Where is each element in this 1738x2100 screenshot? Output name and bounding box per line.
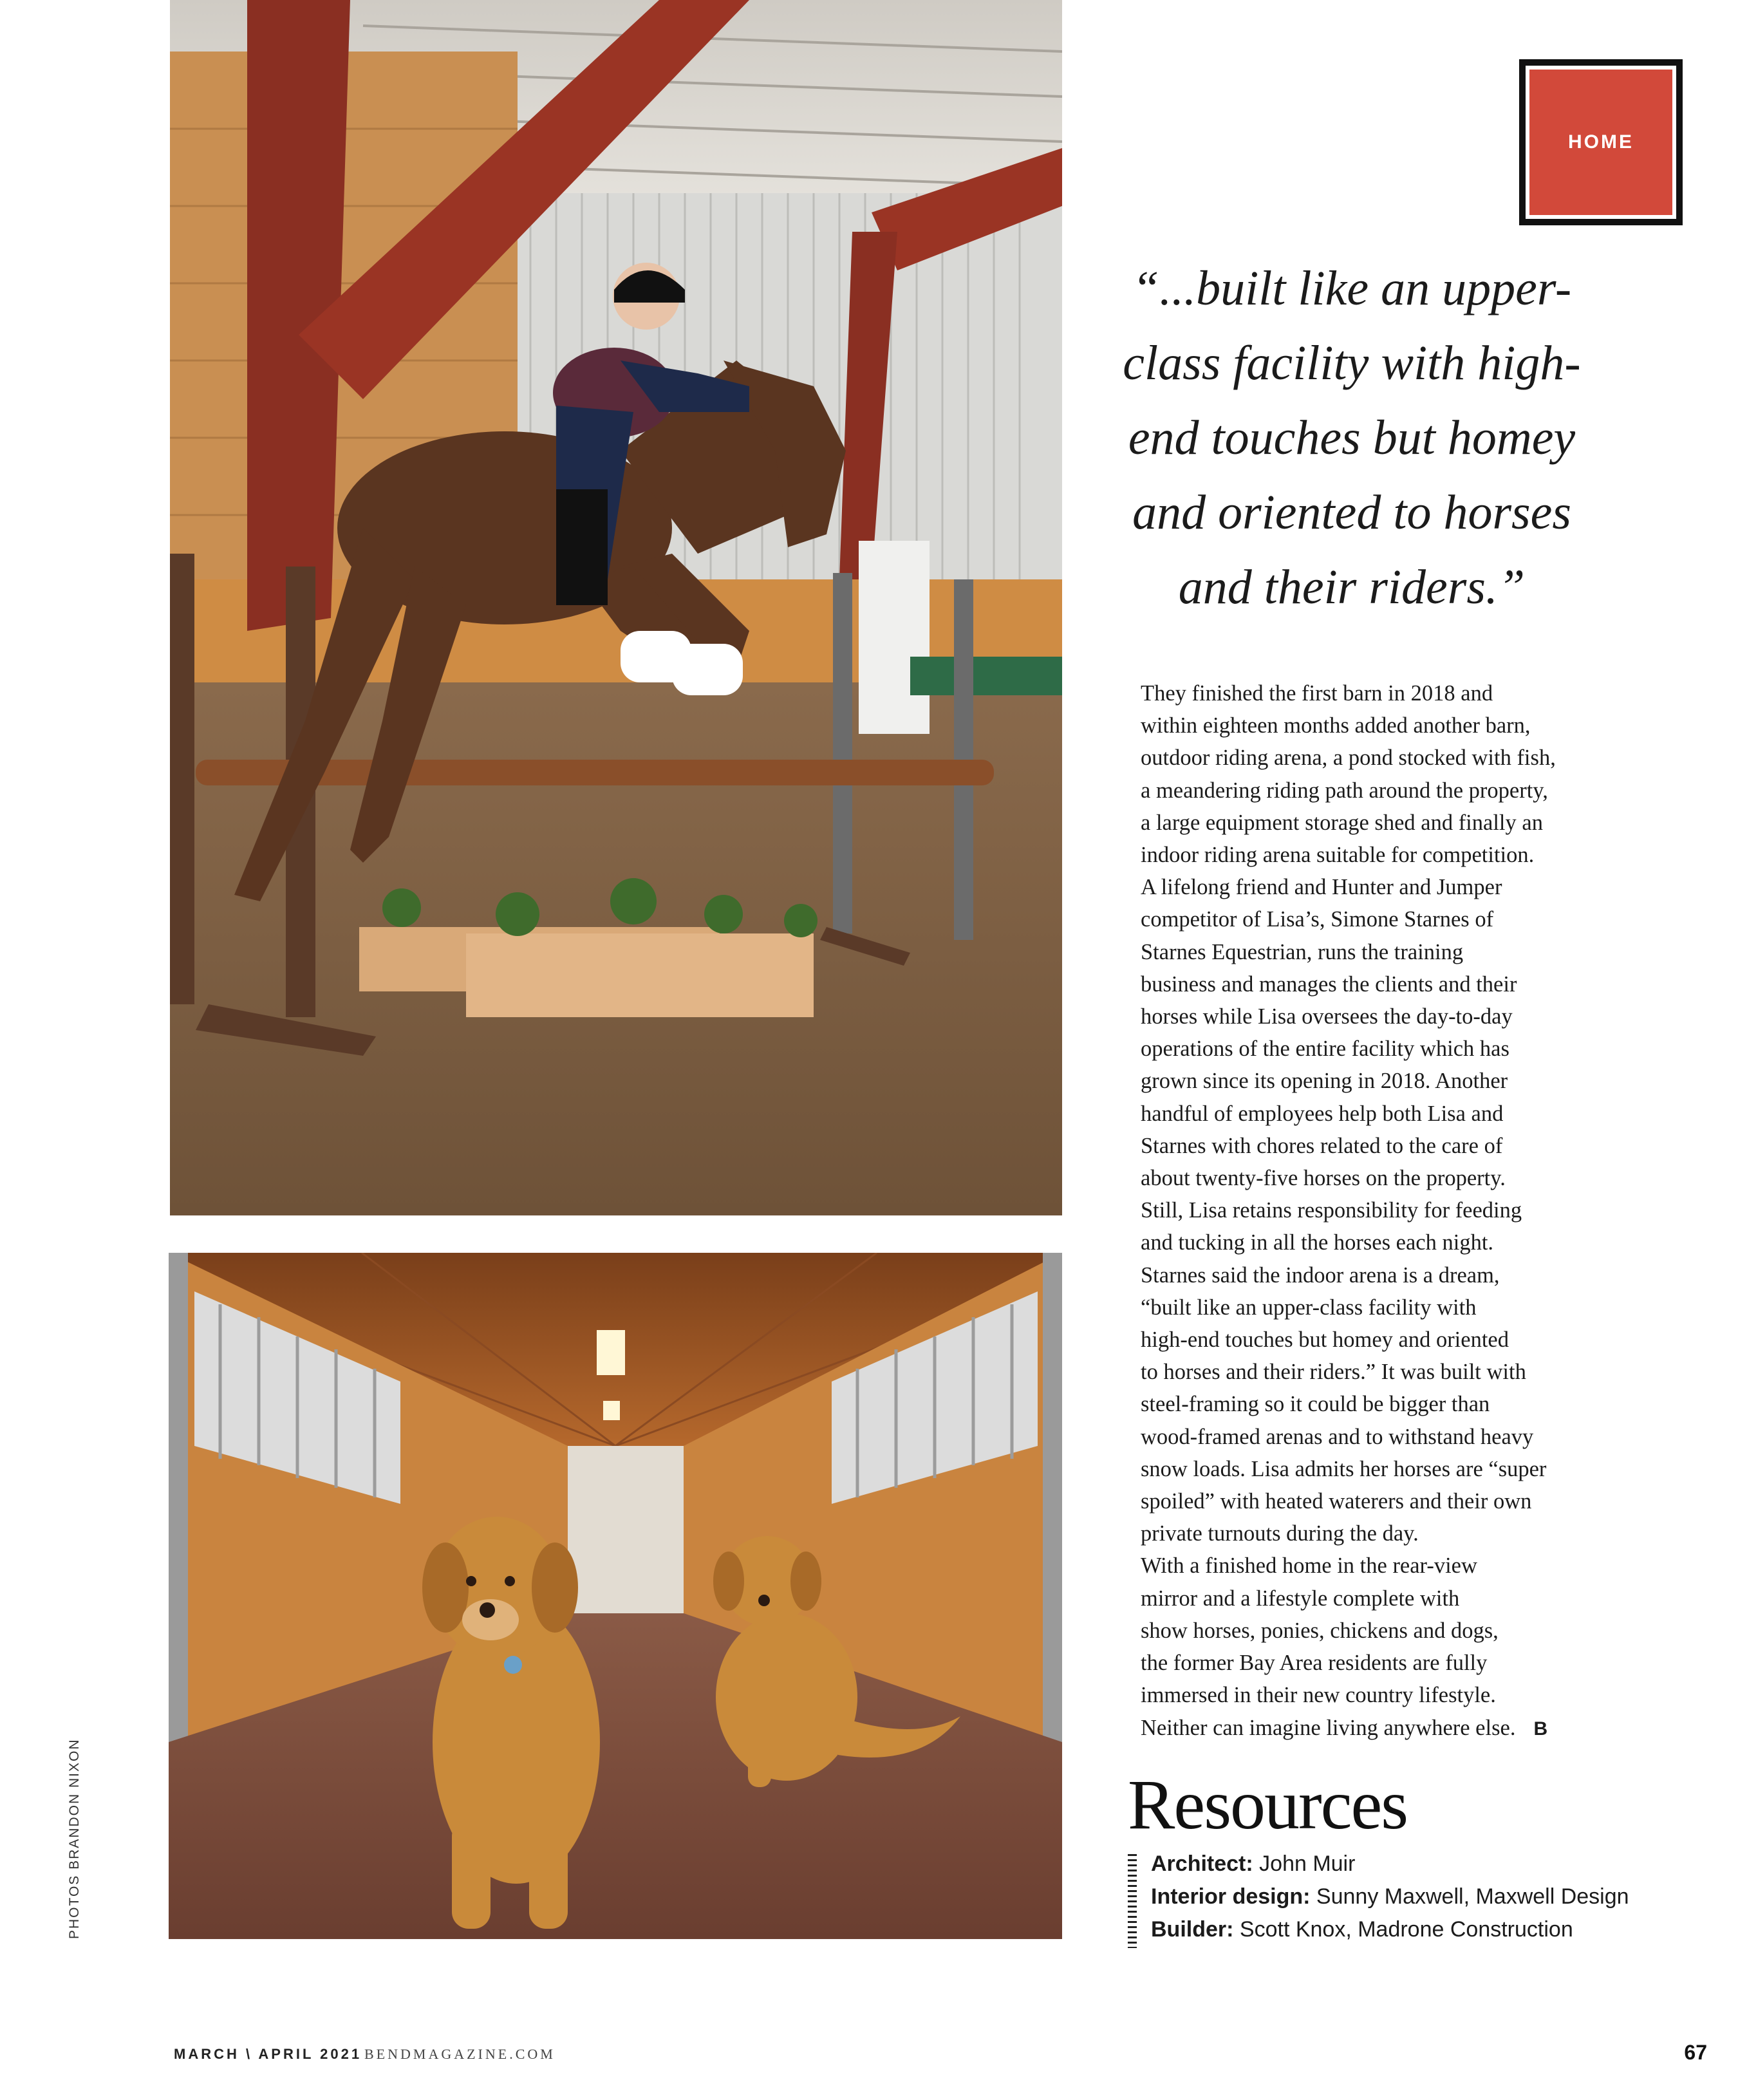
- barn-dogs-photo: [169, 1253, 1062, 1939]
- body-line: competitor of Lisa’s, Simone Starnes of: [1141, 907, 1494, 932]
- article-body: [1128, 677, 1591, 1745]
- body-line: A lifelong friend and Hunter and Jumper: [1141, 875, 1502, 900]
- resource-value: Scott Knox, Madrone Construction: [1239, 1917, 1573, 1942]
- section-tab-home[interactable]: [1519, 59, 1683, 225]
- resources-list: [1128, 1848, 1656, 1946]
- body-line: to horses and their riders.” It was built with: [1141, 1360, 1526, 1385]
- footer-issue-date: MARCH \ APRIL 2021: [174, 2046, 362, 2062]
- body-line: immersed in their new country lifestyle.: [1141, 1683, 1496, 1708]
- body-paragraph-4: [1128, 1550, 1591, 1745]
- body-line: indoor riding arena suitable for competition.: [1141, 843, 1535, 868]
- resource-value: Sunny Maxwell, Maxwell Design: [1316, 1884, 1629, 1909]
- pull-quote-line: end touches but homey: [1128, 411, 1576, 465]
- body-line: business and manages the clients and their: [1141, 971, 1517, 997]
- body-line: wood-framed arenas and to withstand heavy: [1141, 1424, 1534, 1449]
- body-line: Starnes with chores related to the care of: [1141, 1133, 1503, 1158]
- body-line: Starnes Equestrian, runs the training: [1141, 939, 1464, 964]
- section-tab-label: HOME: [1568, 131, 1634, 153]
- body-line: about twenty-five horses on the property.: [1141, 1166, 1506, 1191]
- photo-credit: PHOTOS BRANDON NIXON: [67, 1738, 82, 1939]
- body-line: a large equipment storage shed and finally an: [1141, 810, 1543, 835]
- resources-rule: [1128, 1854, 1137, 1948]
- end-mark-icon: B: [1533, 1718, 1547, 1739]
- body-line-text: Neither can imagine living anywhere else.: [1141, 1715, 1516, 1740]
- body-line: within eighteen months added another barn,: [1141, 713, 1531, 738]
- body-line: mirror and a lifestyle complete with: [1141, 1586, 1460, 1611]
- pull-quote-line: class facility with high-: [1123, 336, 1581, 390]
- resource-label: Interior design:: [1151, 1884, 1311, 1909]
- body-paragraph-1: [1128, 677, 1591, 871]
- body-line: a meandering riding path around the property,: [1141, 778, 1548, 803]
- body-line: They finished the first barn in 2018 and: [1141, 681, 1493, 706]
- section-tab-inner: [1526, 66, 1676, 219]
- body-line: private turnouts during the day.: [1141, 1521, 1419, 1546]
- arena-jump-photo: [170, 0, 1062, 1215]
- body-line: high-end touches but homey and oriented: [1141, 1327, 1509, 1353]
- body-line: grown since its opening in 2018. Another: [1141, 1069, 1508, 1094]
- pull-quote-line: and oriented to horses: [1132, 485, 1571, 539]
- resource-builder: [1151, 1913, 1656, 1946]
- resources-heading: Resources: [1128, 1765, 1408, 1844]
- resource-architect: [1151, 1848, 1656, 1880]
- body-paragraph-2: [1128, 871, 1591, 1259]
- body-line: “built like an upper-class facility with: [1141, 1295, 1477, 1320]
- body-line: spoiled” with heated waterers and their own: [1141, 1489, 1532, 1514]
- page-number: 67: [1684, 2041, 1707, 2064]
- pull-quote-line: and their riders.”: [1178, 560, 1526, 614]
- body-line: show horses, ponies, chickens and dogs,: [1141, 1618, 1499, 1643]
- body-line: the former Bay Area residents are fully: [1141, 1651, 1488, 1676]
- resource-label: Architect:: [1151, 1852, 1253, 1876]
- resource-value: John Muir: [1259, 1852, 1356, 1876]
- body-line: handful of employees help both Lisa and: [1141, 1101, 1504, 1126]
- body-line: Still, Lisa retains responsibility for feeding: [1141, 1198, 1522, 1223]
- resource-label: Builder:: [1151, 1917, 1234, 1942]
- body-line: operations of the entire facility which has: [1141, 1036, 1509, 1062]
- body-line: horses while Lisa oversees the day-to-day: [1141, 1004, 1513, 1029]
- pull-quote: [1120, 251, 1584, 624]
- footer-site-link[interactable]: BENDMAGAZINE.COM: [364, 2046, 556, 2062]
- body-line: snow loads. Lisa admits her horses are “super: [1141, 1456, 1547, 1481]
- body-paragraph-3: [1128, 1259, 1591, 1550]
- resource-interior-design: [1151, 1880, 1656, 1913]
- pull-quote-line: “...built like an upper-: [1132, 261, 1572, 315]
- body-line: steel-framing so it could be bigger than: [1141, 1392, 1490, 1417]
- body-line: [1128, 1712, 1591, 1745]
- body-line: outdoor riding arena, a pond stocked with fish,: [1141, 745, 1556, 771]
- body-line: and tucking in all the horses each night.: [1141, 1230, 1494, 1255]
- body-line: With a finished home in the rear-view: [1141, 1553, 1477, 1579]
- body-line: Starnes said the indoor arena is a dream,: [1141, 1262, 1500, 1288]
